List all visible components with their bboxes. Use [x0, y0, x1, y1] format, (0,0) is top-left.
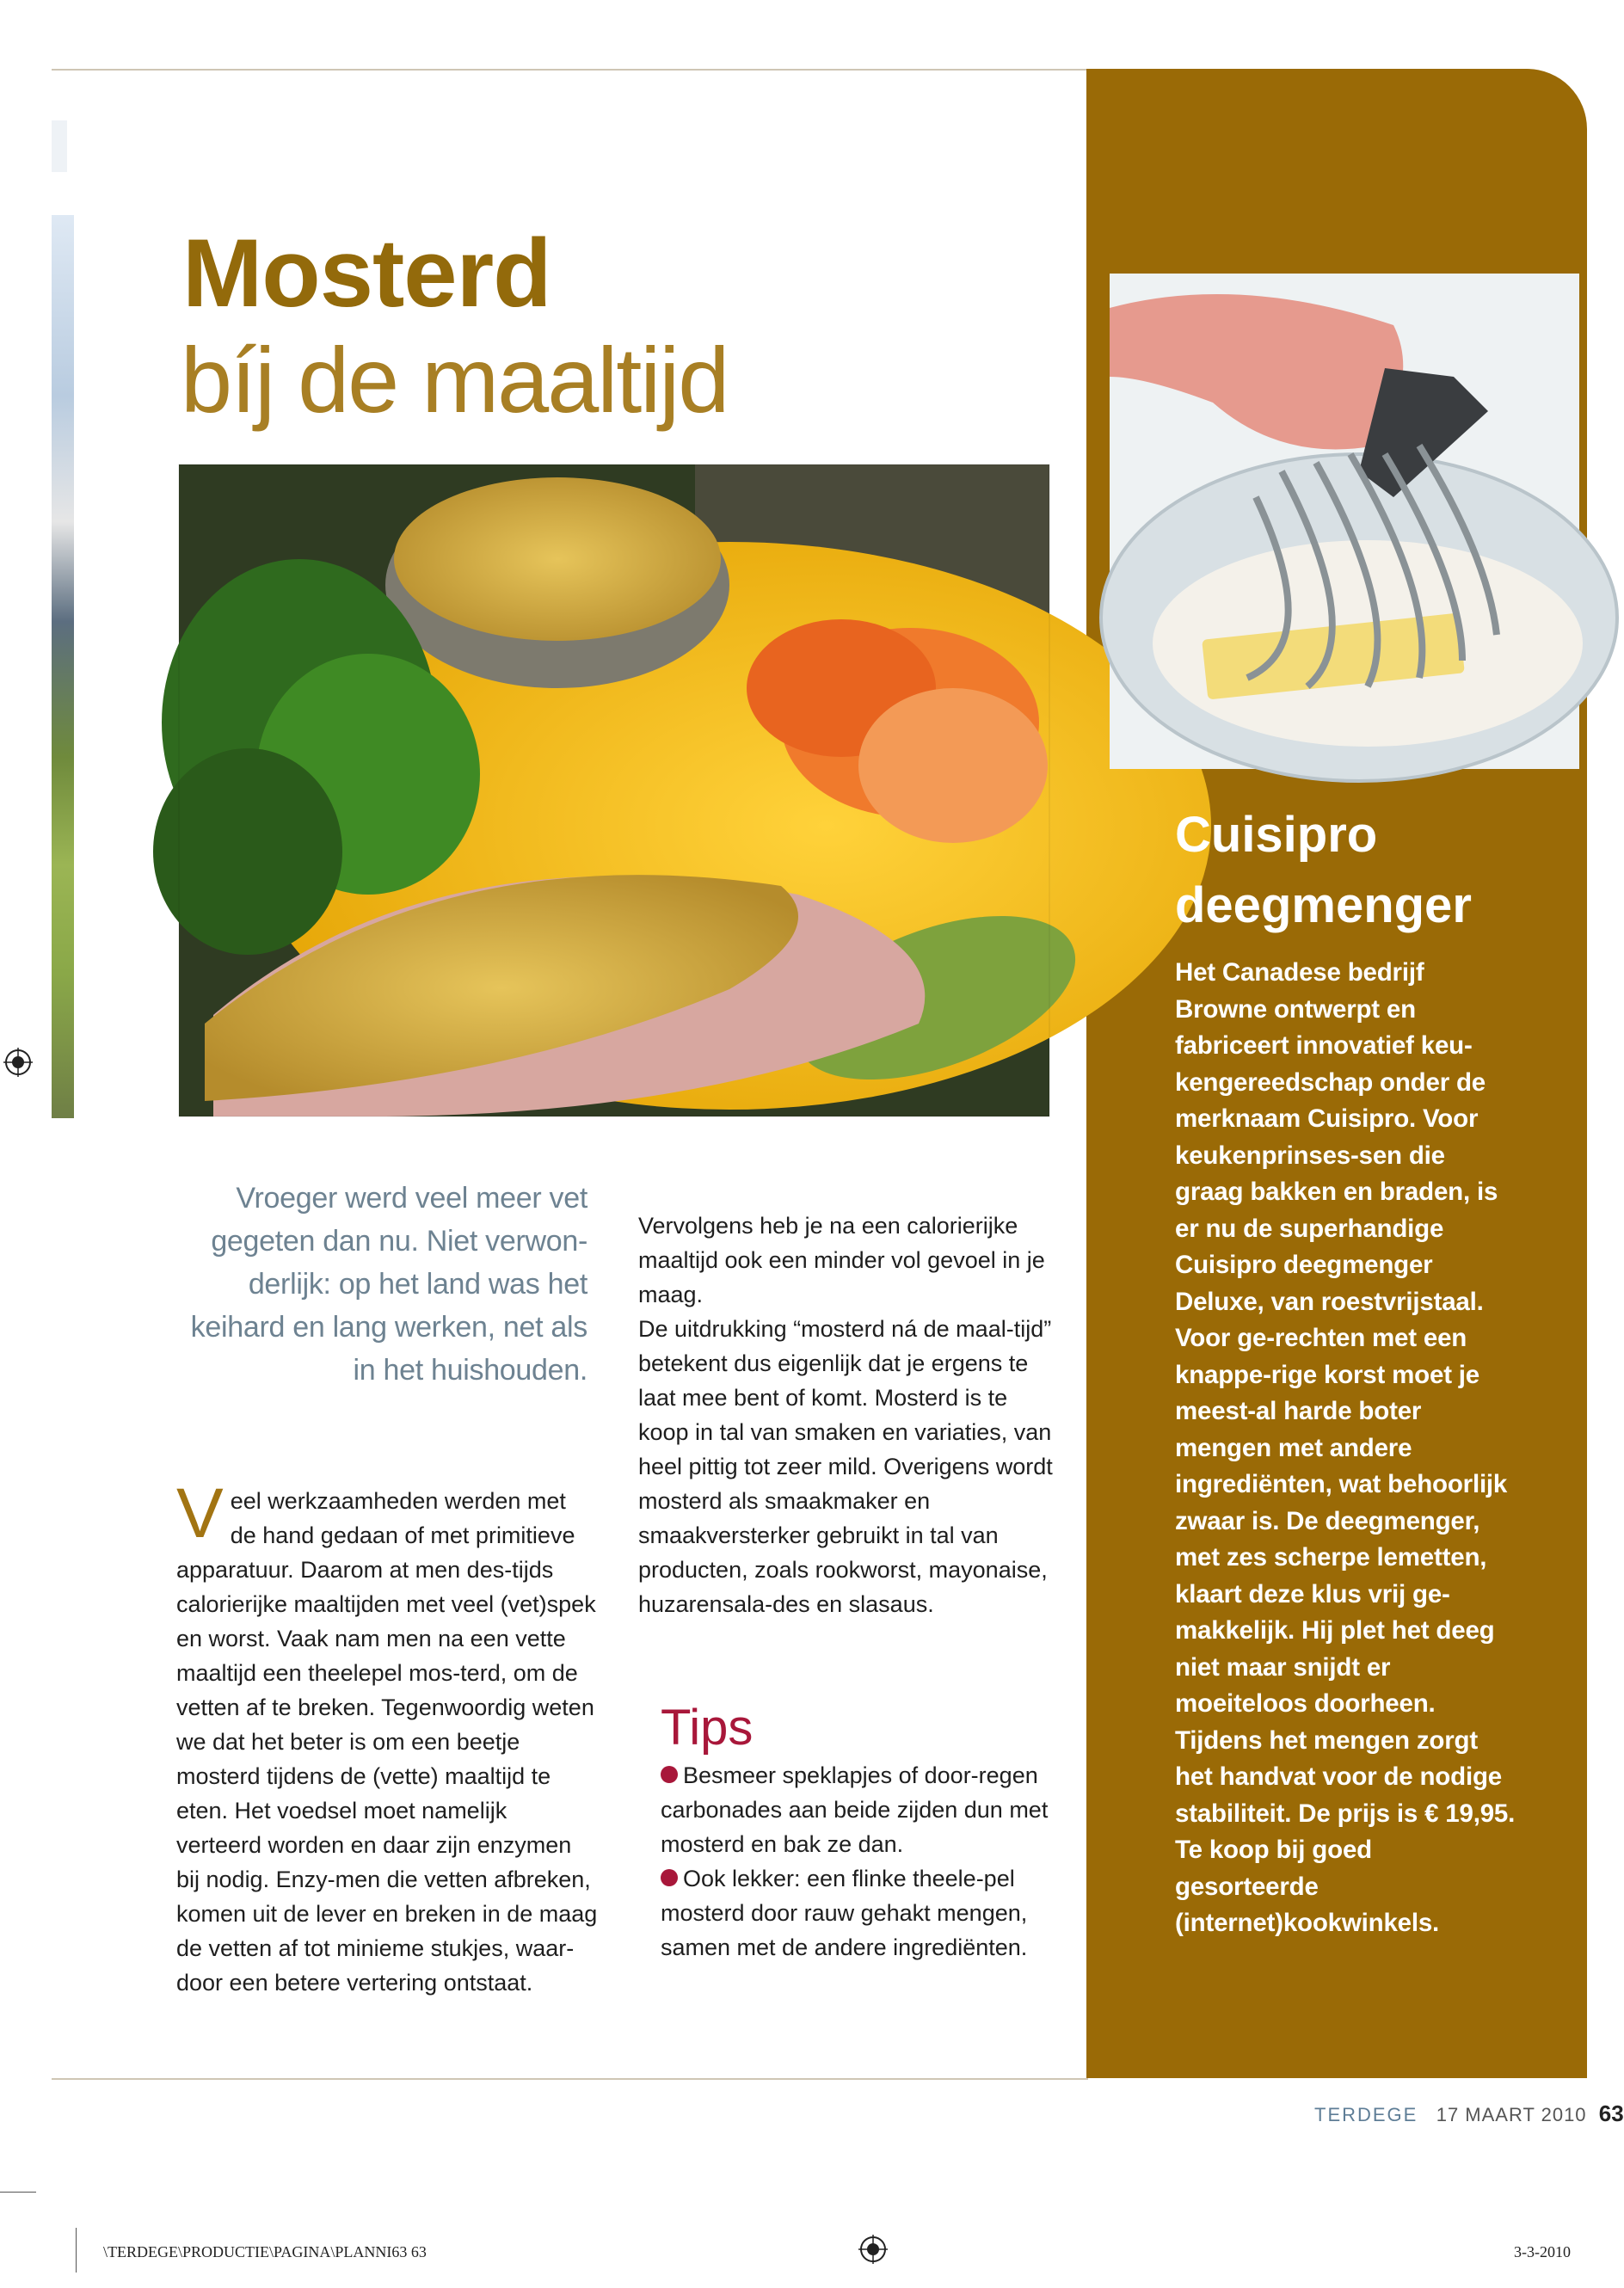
issue-date: 17 MAART 2010 — [1436, 2104, 1587, 2125]
registration-mark-icon — [858, 2235, 888, 2264]
bullet-icon — [661, 1766, 678, 1783]
bleed-image-strip — [52, 215, 74, 1118]
registration-mark-icon — [3, 1048, 33, 1077]
column-2-text: Vervolgens heb je na een calorierijke maaltijd ook een minder vol gevoel in je maag. De uitdrukking “mosterd ná de maal-tijd” betekent dus eigenlijk dat je ergens te laat mee bent of komt. Mosterd is te koop in tal van smaken en variaties, van heel pittig tot zeer mild. Overigens wordt mosterd als smaakmaker en smaakversterker gebruikt in tal van producten, zoals rookworst, mayonaise, huzarensala-des en slasaus. — [638, 1213, 1053, 1617]
print-slug-date: 3-3-2010 — [1514, 2243, 1571, 2260]
article-intro: Vroeger werd veel meer vet gegeten dan nu. Niet verwon-derlijk: op het land was het keihard en lang werken, net als in het huishouden. — [190, 1182, 587, 1387]
crop-mark — [0, 2192, 36, 2193]
article-title: Mosterd — [182, 219, 551, 327]
top-rule — [52, 69, 1088, 71]
tip-item: Besmeer speklapjes of door-regen carbonades aan beide zijden dun met mosterd en bak ze dan. — [661, 1762, 1049, 1857]
print-slug-path: \TERDEGE\PRODUCTIE\PAGINA\PLANNI63 63 — [103, 2243, 427, 2260]
bottom-rule — [52, 2078, 1088, 2080]
tips-list — [661, 1758, 1056, 1965]
bleed-strip-top — [52, 120, 67, 172]
magazine-name: TERDEGE — [1314, 2104, 1418, 2125]
page-number: 63 — [1598, 2100, 1624, 2126]
article-subtitle: bíj de maaltijd — [181, 328, 729, 432]
mustard-food-photo — [179, 464, 1049, 1116]
article-column-1 — [176, 1474, 598, 2000]
tips-heading: Tips — [661, 1700, 754, 1756]
sidebar-title: Cuisipro deegmenger — [1175, 807, 1472, 933]
sidebar-body: Het Canadese bedrijf Browne ontwerpt en fabriceert innovatief keu-kengereedschap onder de merknaam Cuisipro. Voor keukenprinses-sen die graag bakken en braden, is er nu de superhandige Cuisipro deegmenger Deluxe, van roestvrijstaal. Voor ge-rechten met een knappe-rige korst moet je meest-al harde boter mengen met andere ingrediënten, wat behoorlijk zwaar is. De deegmenger, met zes scherpe lemetten, klaart deze klus vrij ge-makkelijk. Hij plet het deeg niet maar snijdt er moeiteloos doorheen. Tijdens het mengen zorgt het handvat voor de nodige stabiliteit. De prijs is € 19,95. Te koop bij goed gesorteerde (internet)kookwinkels. — [1175, 958, 1516, 1937]
drop-cap: V — [176, 1474, 224, 1553]
tip-item: Ook lekker: een flinke theele-pel mosterd door rauw gehakt mengen, samen met de andere ingrediënten. — [661, 1866, 1028, 1960]
page-footer — [1314, 2100, 1624, 2127]
crop-mark — [76, 2228, 77, 2273]
article-column-2 — [638, 1174, 1060, 1621]
column-1-text: eel werkzaamheden werden met de hand gedaan of met primitieve apparatuur. Daarom at men des-tijds calorierijke maaltijden met veel (vet)spek en worst. Vaak nam men na een vette maaltijd een theelepel mos-terd, om de vetten af te breken. Tegenwoordig weten we dat het beter is om een beetje mosterd tijdens de (vette) maaltijd te eten. Het voedsel moet namelijk verteerd worden en daar zijn enzymen bij nodig. Enzy-men die vetten afbreken, komen uit de lever en breken in de maag de vetten af tot minieme stukjes, waar-door een betere vertering ontstaat. — [176, 1488, 598, 1996]
pastry-blender-photo — [1110, 274, 1579, 769]
bullet-icon — [661, 1869, 678, 1886]
